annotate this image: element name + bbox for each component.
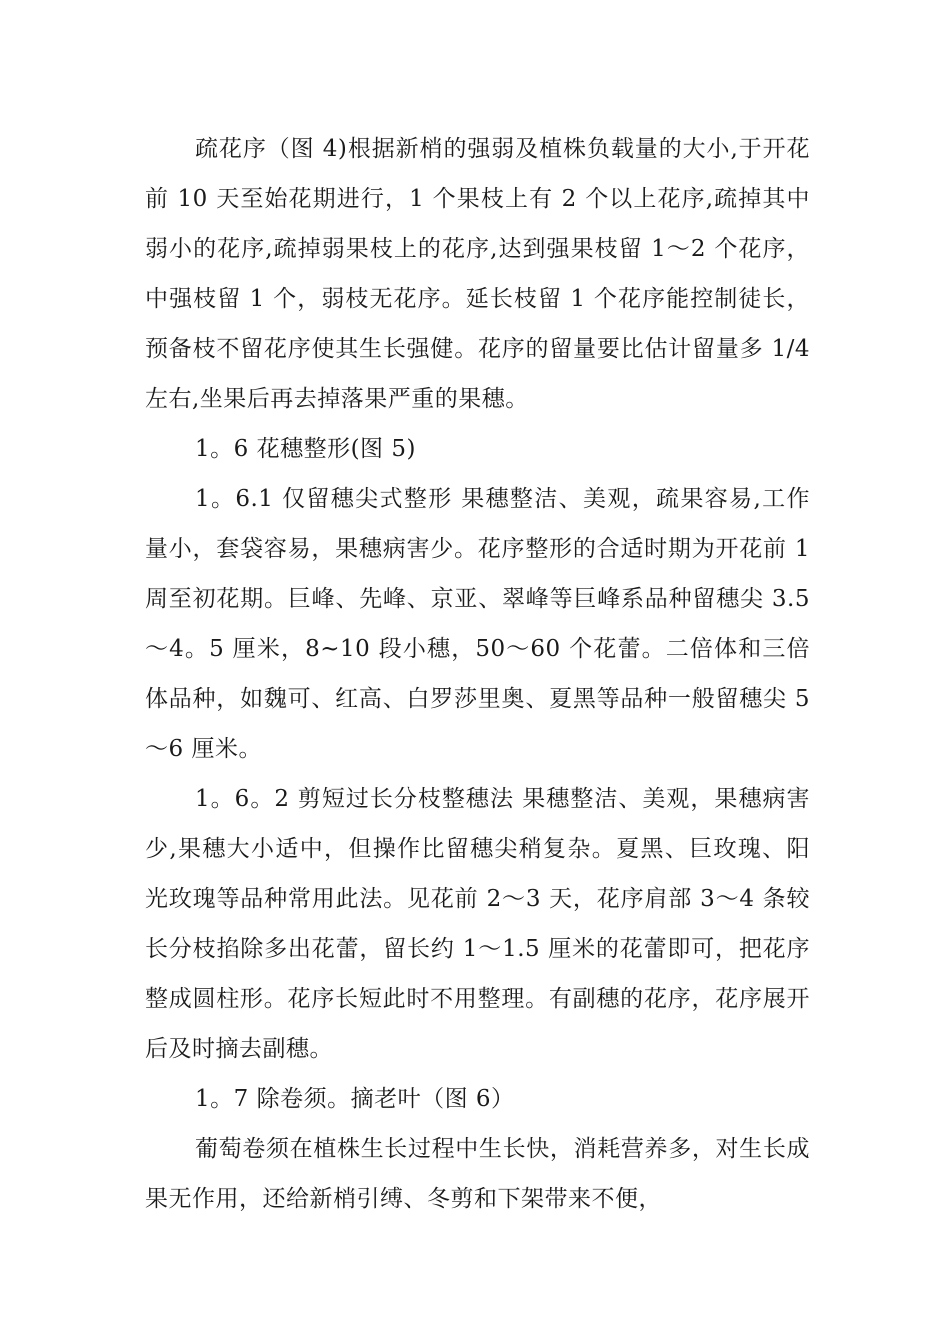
paragraph-1-6-1-tip-shaping: 1。6.1 仅留穗尖式整形 果穗整洁、美观，疏果容易,工作量小，套袋容易，果穗病害少。花序整形的合适时期为开花前 1 周至初花期。巨峰、先峰、京亚、翠峰等巨峰系品种留穗尖 3.5～4。5 厘米，8~10 段小穗，50～60 个花蕾。二倍体和三倍体品种，如魏可、红高、白罗莎里奥、夏黑等品种一般留穗尖 5～6 厘米。	[145, 486, 810, 762]
paragraph-flower-thinning: 疏花序（图 4)根据新梢的强弱及植株负载量的大小,于开花前 10 天至始花期进行，1 个果枝上有 2 个以上花序,疏掉其中弱小的花序,疏掉弱果枝上的花序,达到强果枝留 1～2 个花序，中强枝留 1 个，弱枝无花序。延长枝留 1 个花序能控制徒长，预备枝不留花序使其生长强健。花序的留量要比估计留量多 1/4 左右,坐果后再去掉落果严重的果穗。	[145, 136, 810, 412]
paragraph-1-6-2-branch-trimming: 1。6。2 剪短过长分枝整穗法 果穗整洁、美观，果穗病害少,果穗大小适中，但操作比留穗尖稍复杂。夏黑、巨玫瑰、阳光玫瑰等品种常用此法。见花前 2～3 天，花序肩部 3～4 条较长分枝掐除多出花蕾，留长约 1～1.5 厘米的花蕾即可，把花序整成圆柱形。花序长短此时不用整理。有副穗的花序，花序展开后及时摘去副穗。	[145, 786, 810, 1062]
paragraph-tendril-removal: 葡萄卷须在植株生长过程中生长快，消耗营养多，对生长成果无作用，还给新梢引缚、冬剪和下架带来不便，	[145, 1136, 810, 1212]
heading-1-6-cluster-shaping: 1。6 花穗整形(图 5)	[195, 436, 416, 462]
heading-1-7-tendril-removal: 1。7 除卷须。摘老叶（图 6）	[195, 1086, 515, 1112]
document-body	[145, 124, 810, 1224]
